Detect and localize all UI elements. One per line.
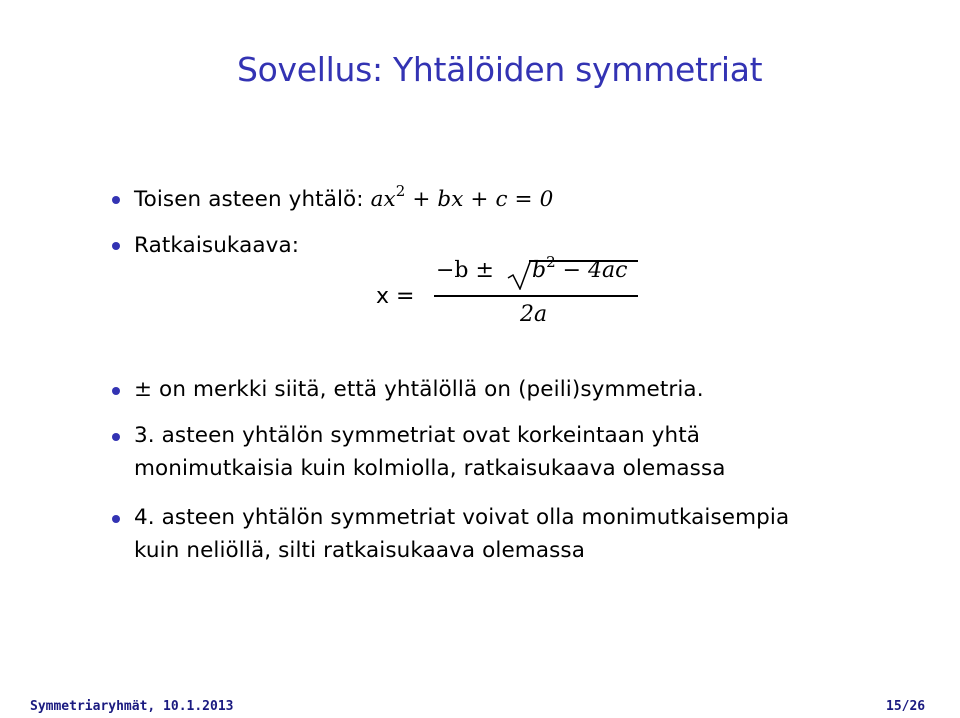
formula-lhs: x = bbox=[376, 284, 415, 309]
equation-ax: ax bbox=[370, 187, 396, 212]
bullet-marker bbox=[112, 242, 120, 250]
bullet-marker bbox=[112, 196, 120, 204]
denominator-text: 2a bbox=[520, 302, 548, 327]
equation bbox=[370, 182, 554, 212]
quadratic-formula bbox=[372, 253, 652, 338]
numerator-pre: −b ± bbox=[436, 258, 494, 283]
bullet-quadratic-equation bbox=[134, 182, 554, 212]
bullet-cubic-line2: monimutkaisia kuin kolmiolla, ratkaisukaava olemassa bbox=[134, 456, 726, 481]
equation-exponent: 2 bbox=[395, 182, 406, 200]
equation-rest: + bx + c = 0 bbox=[405, 187, 554, 212]
bullet-quartic-line2: kuin neliöllä, silti ratkaisukaava olemassa bbox=[134, 538, 585, 563]
bullet-quartic-line1: 4. asteen yhtälön symmetriat voivat olla monimutkaisempia bbox=[134, 505, 790, 530]
bullet-text: on merkki siitä, että yhtälöllä on (peili)symmetria. bbox=[152, 377, 704, 402]
bullet-plus-minus bbox=[134, 377, 704, 402]
slide-title: Sovellus: Yhtälöiden symmetriat bbox=[237, 50, 763, 89]
bullet-text: Toisen asteen yhtälö: bbox=[134, 187, 371, 212]
bullet-solution-formula: Ratkaisukaava: bbox=[134, 233, 300, 258]
radicand bbox=[532, 253, 628, 283]
bullet-cubic-line1: 3. asteen yhtälön symmetriat ovat korkeintaan yhtä bbox=[134, 423, 701, 448]
page-number: 15/26 bbox=[886, 699, 926, 714]
bullet-marker bbox=[112, 515, 120, 523]
bullet-marker bbox=[112, 387, 120, 395]
radicand-exponent: 2 bbox=[546, 253, 556, 271]
bullet-marker bbox=[112, 433, 120, 441]
radicand-b: b bbox=[532, 258, 547, 283]
formula-denominator bbox=[520, 302, 547, 327]
footer-title-date: Symmetriaryhmät, 10.1.2013 bbox=[30, 699, 234, 714]
radicand-rest: − 4ac bbox=[555, 258, 628, 283]
fraction-bar bbox=[434, 295, 638, 297]
plus-minus-symbol: ± bbox=[134, 377, 153, 402]
formula-numerator bbox=[436, 258, 494, 283]
